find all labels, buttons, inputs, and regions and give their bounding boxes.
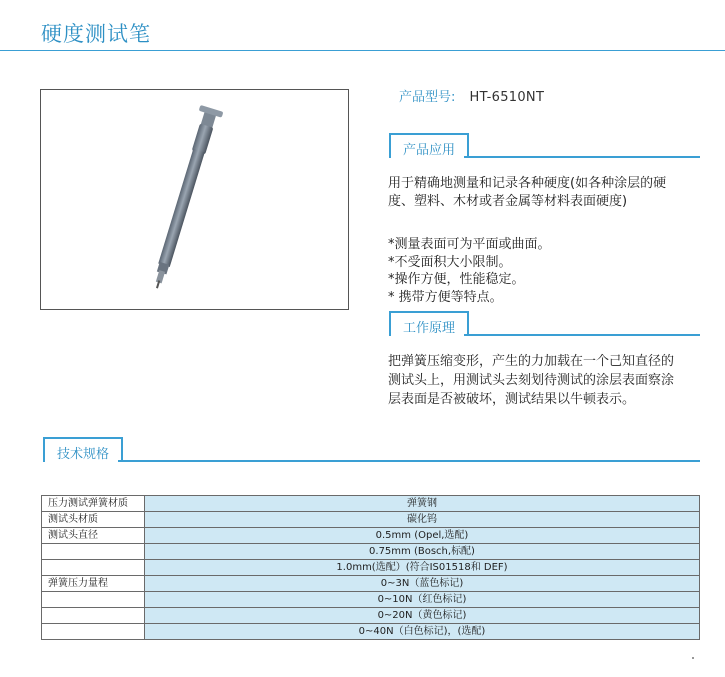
- model-label: 产品型号:: [399, 90, 456, 105]
- feature-list: [388, 236, 551, 306]
- feature-item: *测量表面可为平面或曲面。: [388, 237, 551, 252]
- spec-label: [42, 560, 145, 576]
- application-line: 度、塑料、木材或者金属等材料表面硬度): [388, 194, 628, 209]
- application-text: [388, 175, 666, 211]
- principle-text: [388, 352, 674, 409]
- spec-value: 0~40N（白色标记)，(选配): [145, 624, 700, 640]
- table-row: [42, 512, 700, 528]
- spec-label: 压力测试弹簧材质: [42, 496, 145, 512]
- spec-value: 弹簧钢: [145, 496, 700, 512]
- page-mark: [692, 657, 694, 659]
- principle-line: 测试头上，用测试头去刻划待测试的涂层表面察涂: [388, 373, 675, 388]
- product-photo: [40, 89, 349, 310]
- application-line: 用于精确地测量和记录各种硬度(如各种涂层的硬: [388, 176, 667, 191]
- table-row: [42, 544, 700, 560]
- page-title: 硬度测试笔: [41, 22, 151, 46]
- spec-value: 0~3N（蓝色标记): [145, 576, 700, 592]
- principle-line: 层表面是否被破坏，测试结果以牛顿表示。: [388, 392, 636, 407]
- principle-line: 把弹簧压缩变形，产生的力加载在一个己知直径的: [388, 354, 675, 369]
- spec-label: [42, 624, 145, 640]
- table-row: [42, 560, 700, 576]
- hardness-pen-image: [41, 90, 348, 309]
- table-row: [42, 592, 700, 608]
- model-value: HT-6510NT: [469, 90, 545, 105]
- section-rule-specs: [118, 460, 700, 462]
- section-rule-principle: [464, 334, 700, 336]
- feature-item: *操作方便，性能稳定。: [388, 272, 525, 287]
- section-rule-application: [464, 156, 700, 158]
- table-row: [42, 496, 700, 512]
- spec-label: 弹簧压力量程: [42, 576, 145, 592]
- section-heading-specs: 技术规格: [43, 437, 123, 462]
- spec-value: 0.5mm (Opel,选配): [145, 528, 700, 544]
- table-row: [42, 624, 700, 640]
- spec-label: [42, 608, 145, 624]
- section-heading-application: 产品应用: [389, 133, 469, 158]
- spec-label: 测试头直径: [42, 528, 145, 544]
- feature-item: * 携带方便等特点。: [388, 289, 503, 305]
- table-row: [42, 608, 700, 624]
- table-row: [42, 528, 700, 544]
- spec-table: [41, 495, 700, 640]
- spec-value: 0~20N（黄色标记): [145, 608, 700, 624]
- table-row: [42, 576, 700, 592]
- spec-value: 1.0mm(选配）(符合IS01518和 DEF): [145, 560, 700, 576]
- title-divider: [0, 50, 725, 51]
- spec-value: 0~10N（红色标记): [145, 592, 700, 608]
- spec-value: 0.75mm (Bosch,标配): [145, 544, 700, 560]
- spec-value: 碳化钨: [145, 512, 700, 528]
- spec-label: [42, 592, 145, 608]
- feature-item: *不受面积大小限制。: [388, 254, 512, 270]
- section-heading-principle: 工作原理: [389, 311, 469, 336]
- spec-label: [42, 544, 145, 560]
- spec-label: 测试头材质: [42, 512, 145, 528]
- model-line: [399, 86, 544, 105]
